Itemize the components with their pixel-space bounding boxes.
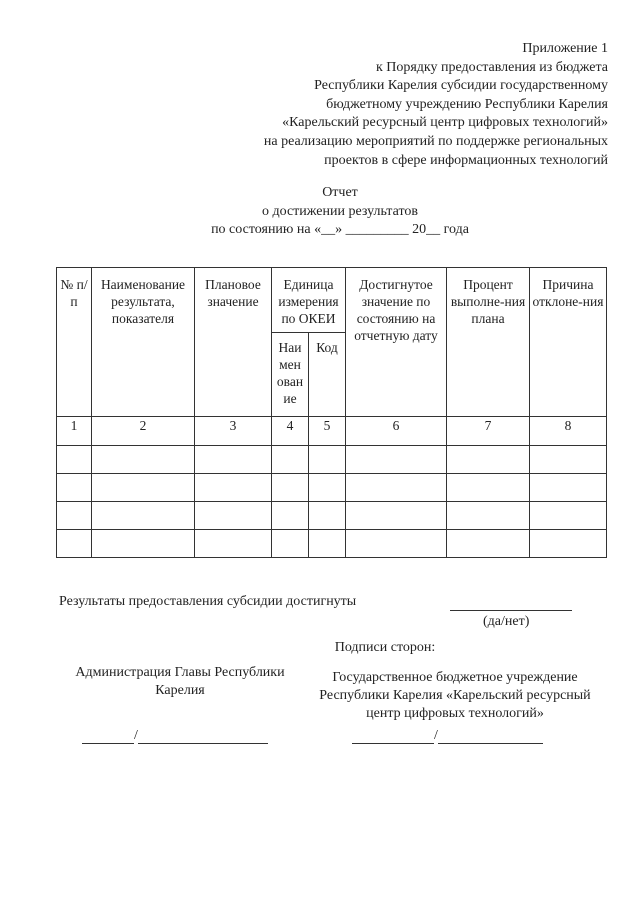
table-cell[interactable] xyxy=(272,474,309,502)
table-cell[interactable] xyxy=(92,502,195,530)
table-cell[interactable] xyxy=(92,474,195,502)
party-institution: Государственное бюджетное учреждение Республики Карелия «Карельский ресурсный центр цифровых технологий» xyxy=(319,670,591,721)
results-statement: Результаты предоставления субсидии достигнуты xyxy=(59,594,357,609)
header-deviation-reason: Причина отклоне-ния xyxy=(530,268,607,417)
report-title-line2: о достижении результатов xyxy=(261,203,418,219)
appendix-line: проектов в сфере информационных технологий xyxy=(324,152,608,168)
table-cell[interactable] xyxy=(530,446,607,474)
table-row xyxy=(57,502,607,530)
table-cell[interactable] xyxy=(272,502,309,530)
header-number: № п/п xyxy=(57,268,92,417)
header-percent: Процент выполне-ния плана xyxy=(447,268,530,417)
column-number: 5 xyxy=(309,417,346,446)
report-table xyxy=(56,267,607,558)
table-cell[interactable] xyxy=(272,530,309,558)
signature-separator: / xyxy=(434,728,438,743)
table-cell[interactable] xyxy=(447,530,530,558)
signature-blank xyxy=(82,729,134,744)
table-cell[interactable] xyxy=(309,446,346,474)
header-planned-value: Плановое значение xyxy=(195,268,272,417)
report-title-line3: по состоянию на «__» _________ 20__ года xyxy=(211,222,469,237)
table-cell[interactable] xyxy=(309,502,346,530)
table-cell[interactable] xyxy=(447,446,530,474)
table-cell[interactable] xyxy=(195,446,272,474)
table-cell[interactable] xyxy=(195,502,272,530)
table-cell[interactable] xyxy=(346,502,447,530)
table-cell[interactable] xyxy=(92,446,195,474)
table-cell[interactable] xyxy=(447,502,530,530)
table-cell[interactable] xyxy=(195,530,272,558)
table-cell[interactable] xyxy=(195,474,272,502)
signature-blank xyxy=(352,729,434,744)
table-cell[interactable] xyxy=(272,446,309,474)
appendix-reference xyxy=(264,40,608,170)
appendix-line: на реализацию мероприятий по поддержке региональных xyxy=(263,133,608,149)
column-number: 6 xyxy=(346,417,447,446)
table-cell[interactable] xyxy=(57,446,92,474)
name-blank xyxy=(138,729,268,744)
column-numbers-row xyxy=(57,417,607,446)
table-row xyxy=(57,446,607,474)
header-result-name: Наименование результата, показателя xyxy=(92,268,195,417)
column-number: 1 xyxy=(57,417,92,446)
header-achieved-value: Достигнутое значение по состоянию на отчетную дату xyxy=(346,268,447,417)
results-answer-hint: (да/нет) xyxy=(483,614,530,629)
table-cell[interactable] xyxy=(346,474,447,502)
report-title-line1: Отчет xyxy=(322,185,358,200)
report-title xyxy=(190,184,490,240)
table-cell[interactable] xyxy=(309,530,346,558)
table-cell[interactable] xyxy=(309,474,346,502)
table-cell[interactable] xyxy=(346,530,447,558)
appendix-line: бюджетному учреждению Республики Карелия xyxy=(326,96,608,112)
appendix-line: «Карельский ресурсный центр цифровых технологий» xyxy=(282,115,608,131)
header-unit-code: Код xyxy=(309,333,346,417)
header-unit-name: Наи мен ован ие xyxy=(272,333,309,417)
table-row xyxy=(57,474,607,502)
header-unit-okei: Единица измерения по ОКЕИ xyxy=(272,268,346,333)
column-number: 8 xyxy=(530,417,607,446)
table-cell[interactable] xyxy=(57,502,92,530)
party-administration: Администрация Главы Республики Карелия xyxy=(75,665,285,698)
signatures-heading: Подписи сторон: xyxy=(334,640,436,655)
appendix-line: Республики Карелия субсидии государственному xyxy=(314,78,608,94)
column-number: 2 xyxy=(92,417,195,446)
column-number: 4 xyxy=(272,417,309,446)
appendix-line: Приложение 1 xyxy=(522,41,608,56)
column-number: 3 xyxy=(195,417,272,446)
column-number: 7 xyxy=(447,417,530,446)
table-row xyxy=(57,530,607,558)
signature-line-institution[interactable] xyxy=(352,728,543,744)
signature-line-administration[interactable] xyxy=(82,728,268,744)
table-cell[interactable] xyxy=(530,530,607,558)
appendix-line: к Порядку предоставления из бюджета xyxy=(375,59,608,75)
table-cell[interactable] xyxy=(92,530,195,558)
table-cell[interactable] xyxy=(447,474,530,502)
table-cell[interactable] xyxy=(57,474,92,502)
name-blank xyxy=(438,729,543,744)
table-cell[interactable] xyxy=(530,474,607,502)
signature-separator: / xyxy=(134,728,138,743)
table-cell[interactable] xyxy=(57,530,92,558)
table-cell[interactable] xyxy=(346,446,447,474)
table-cell[interactable] xyxy=(530,502,607,530)
results-answer-line[interactable] xyxy=(450,610,572,611)
